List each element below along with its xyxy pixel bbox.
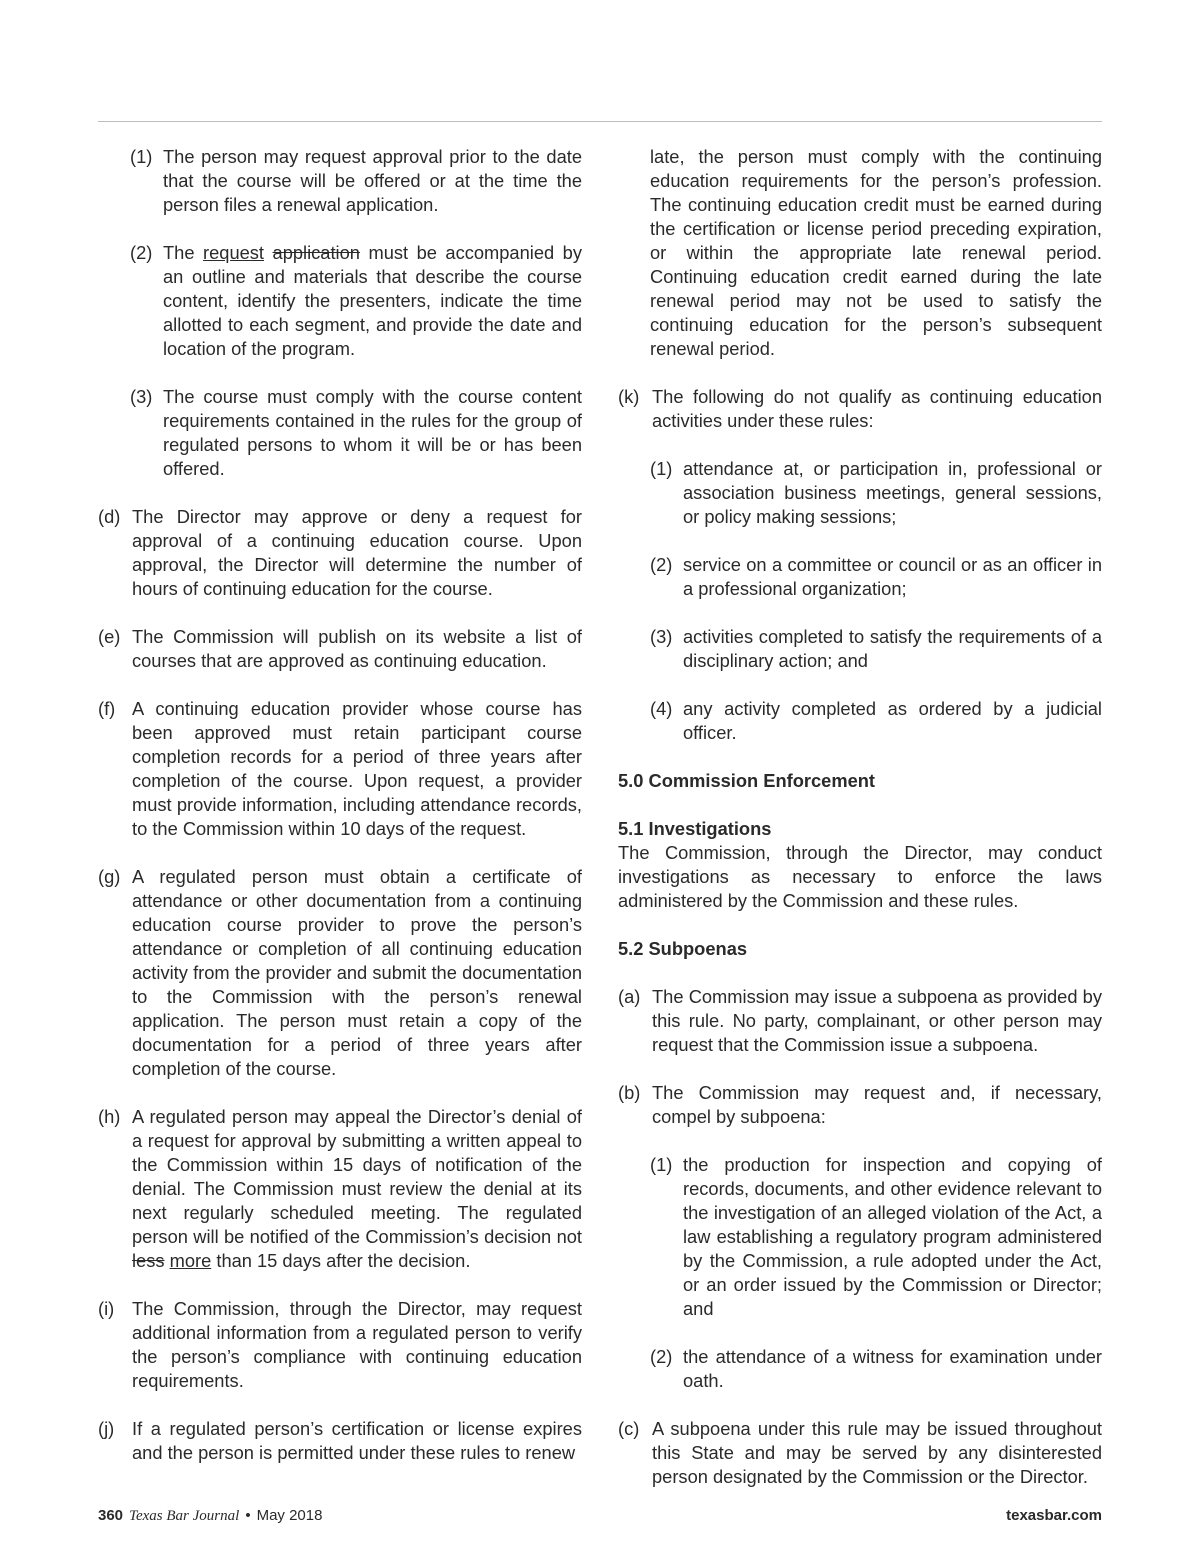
clause-text: A regulated person must obtain a certificate of attendance or other documentation from a continuing education course provider to prove the person’s attendance or completion of all continuing education activity from the provider and submit the documentation to the Commission with the person’s renewal application. The person must retain a copy of the documentation for a period of three years after completion of the course.: [132, 866, 582, 1079]
clause-e: [98, 625, 582, 673]
clause-marker: (g): [98, 866, 121, 887]
clause-marker: (h): [98, 1106, 121, 1127]
clause-text: the attendance of a witness for examination under oath.: [683, 1346, 1102, 1391]
inserted-text: request: [203, 242, 265, 263]
clause-text: The: [163, 242, 195, 263]
section-heading-5-0: 5.0 Commission Enforcement: [618, 770, 876, 791]
journal-title: Texas Bar Journal: [129, 1508, 240, 1524]
header-rule: [98, 121, 1102, 122]
clause-marker: (2): [650, 554, 673, 575]
clause-text: service on a committee or council or as an officer in a professional organization;: [683, 554, 1102, 599]
clause-marker: (4): [650, 698, 673, 719]
deleted-text: application: [272, 242, 360, 263]
clause-b: [618, 1081, 1102, 1129]
clause-marker: (d): [98, 506, 121, 527]
clause-marker: (f): [98, 698, 116, 719]
clause-marker: (b): [618, 1082, 641, 1103]
clause-marker: (1): [650, 458, 673, 479]
clause-text: must be accompanied by an outline and materials that describe the course content, identify the presenters, indicate the time allotted to each segment, and provide the date and location of the program.: [163, 242, 582, 359]
clause-text: A regulated person may appeal the Director’s denial of a request for approval by submitting a written appeal to the Commission within 15 days of notification of the denial. The Commission must review the denial at its next regularly scheduled meeting. The regulated person will be notified of the Commission’s decision not: [132, 1106, 582, 1247]
clause-marker: (a): [618, 986, 641, 1007]
left-column: [98, 145, 582, 1489]
clause-f: [98, 697, 582, 841]
clause-text: late, the person must comply with the continuing education requirements for the person’s profession. The continuing education credit must be earned during the certification or license period preceding expiration, or within the appropriate late renewal period. Continuing education credit earned during the late renewal period may not be used to satisfy the continuing education for the person’s subsequent renewal period.: [650, 146, 1102, 359]
clause-text: The Commission will publish on its website a list of courses that are approved as continuing education.: [132, 626, 582, 671]
clause-marker: (e): [98, 626, 121, 647]
clause-text: A continuing education provider whose course has been approved must retain participant course completion records for a period of three years after completion of the course. Upon request, a provider must provide information, including attendance records, to the Commission within 10 days of the request.: [132, 698, 582, 839]
clause-b-1: [618, 1153, 1102, 1321]
clause-text: The Director may approve or deny a request for approval of a continuing education course. Upon approval, the Director will determine the number of hours of continuing education for the course.: [132, 506, 582, 599]
clause-k-2: [618, 553, 1102, 601]
page-number: 360: [98, 1507, 124, 1524]
clause-c-1: [98, 145, 582, 217]
clause-j-continued: [618, 145, 1102, 361]
clause-k-4: [618, 697, 1102, 745]
clause-text: The course must comply with the course content requirements contained in the rules for the group of regulated persons to whom it will be or has been offered.: [163, 386, 582, 479]
clause-k: [618, 385, 1102, 433]
clause-text: The person may request approval prior to the date that the course will be offered or at the time the person files a renewal application.: [163, 146, 582, 215]
clause-marker: (i): [98, 1298, 115, 1319]
deleted-text: less: [132, 1250, 165, 1271]
clause-i: [98, 1297, 582, 1393]
clause-text: The following do not qualify as continuing education activities under these rules:: [652, 386, 1102, 431]
section-heading-5-2: 5.2 Subpoenas: [618, 938, 748, 959]
clause-text: than 15 days after the decision.: [216, 1250, 471, 1271]
clause-text: any activity completed as ordered by a judicial officer.: [683, 698, 1102, 743]
clause-marker: (j): [98, 1418, 115, 1439]
clause-marker: (3): [130, 386, 153, 407]
clause-marker: (k): [618, 386, 640, 407]
issue-date: May 2018: [256, 1507, 323, 1524]
clause-g: [98, 865, 582, 1081]
page-footer: [98, 1504, 1102, 1528]
footer-bullet: •: [245, 1507, 251, 1524]
clause-j: [98, 1417, 582, 1465]
clause-marker: (2): [130, 242, 153, 263]
section-5-1-text: The Commission, through the Director, may conduct investigations as necessary to enforce the laws administered by the Commission and these rules.: [618, 842, 1102, 911]
clause-marker: (c): [618, 1418, 640, 1439]
clause-text: the production for inspection and copying of records, documents, and other evidence relevant to the investigation of an alleged violation of the Act, a law establishing a regulatory program administered by the Commission, a rule adopted under the Act, or an order issued by the Commission or Director; and: [683, 1154, 1102, 1319]
right-column: [618, 145, 1102, 1513]
clause-c-3: [98, 385, 582, 481]
clause-text: activities completed to satisfy the requirements of a disciplinary action; and: [683, 626, 1102, 671]
clause-marker: (2): [650, 1346, 673, 1367]
clause-a: [618, 985, 1102, 1057]
clause-b-2: [618, 1345, 1102, 1393]
clause-text: The Commission may request and, if necessary, compel by subpoena:: [652, 1082, 1102, 1127]
clause-d: [98, 505, 582, 601]
clause-c-2: [98, 241, 582, 361]
inserted-text: more: [169, 1250, 212, 1271]
clause-marker: (1): [130, 146, 153, 167]
clause-c: [618, 1417, 1102, 1489]
clause-h: [98, 1105, 582, 1273]
clause-marker: (3): [650, 626, 673, 647]
clause-text: A subpoena under this rule may be issued throughout this State and may be served by any disinterested person designated by the Commission or the Director.: [652, 1418, 1102, 1487]
clause-text: The Commission may issue a subpoena as provided by this rule. No party, complainant, or other person may request that the Commission issue a subpoena.: [652, 986, 1102, 1055]
site-link[interactable]: texasbar.com: [1006, 1507, 1102, 1524]
clause-k-3: [618, 625, 1102, 673]
clause-k-1: [618, 457, 1102, 529]
clause-text: If a regulated person’s certification or license expires and the person is permitted under these rules to renew: [132, 1418, 582, 1463]
section-heading-5-1: 5.1 Investigations: [618, 818, 772, 839]
clause-text: attendance at, or participation in, professional or association business meetings, general sessions, or policy making sessions;: [683, 458, 1102, 527]
clause-marker: (1): [650, 1154, 673, 1175]
clause-text: The Commission, through the Director, may request additional information from a regulated person to verify the person’s compliance with continuing education requirements.: [132, 1298, 582, 1391]
